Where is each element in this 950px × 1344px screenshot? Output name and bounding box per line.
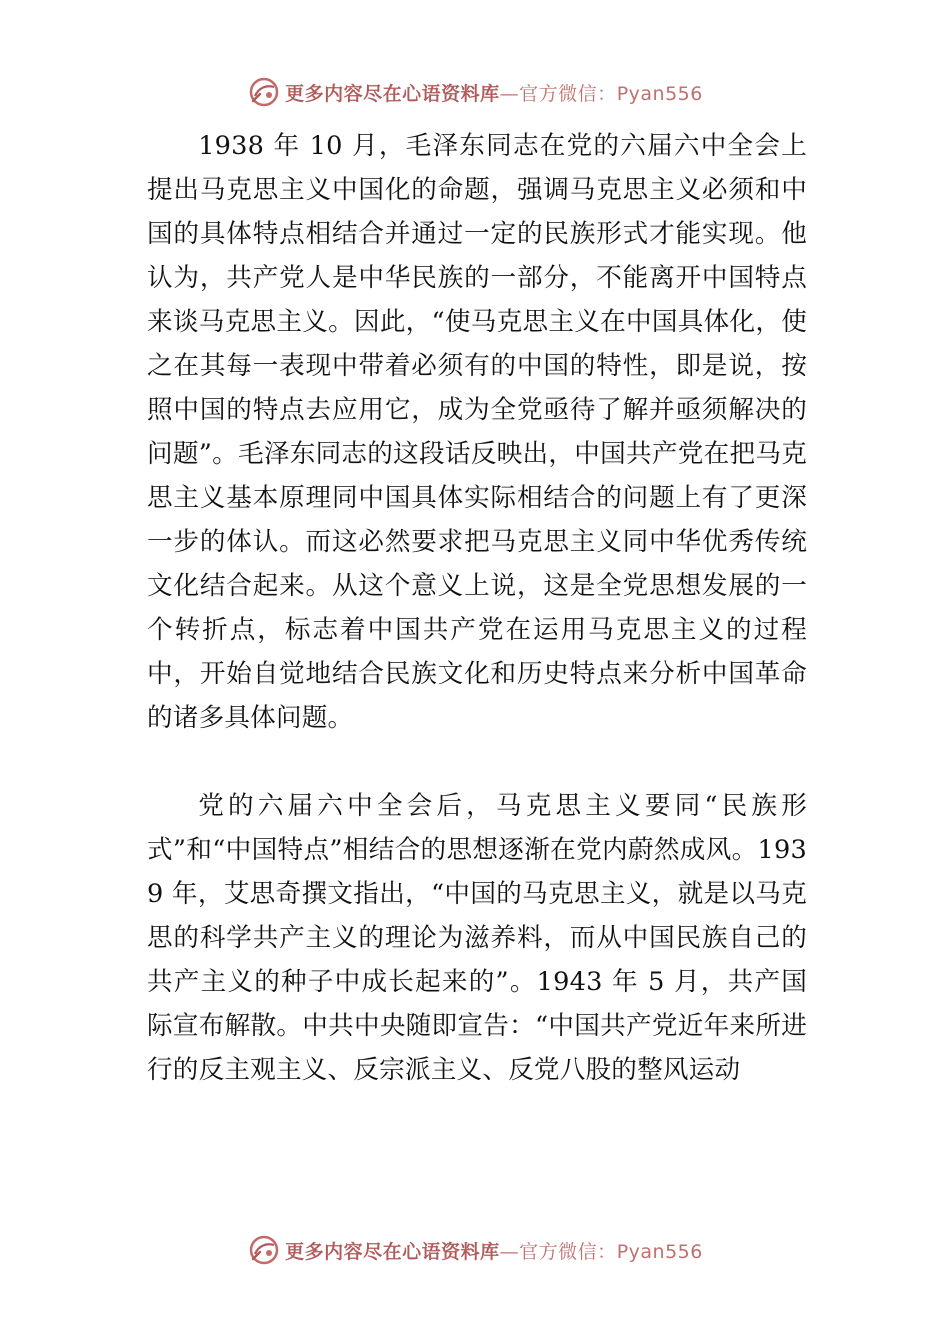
- footer-banner-label: 官方微信：: [519, 1240, 617, 1263]
- footer-banner-sep: —: [499, 1240, 520, 1263]
- footer-banner: [0, 1228, 950, 1272]
- paragraph-1: 1938 年 10 月，毛泽东同志在党的六届六中全会上提出马克思主义中国化的命题，强调马克思主义必须和中国的具体特点相结合并通过一定的民族形式才能实现。他认为，共产党人是中华民族的一部分，不能离开中国特点来谈马克思主义。因此，“使马克思主义在中国具体化，使之在其每一表现中带着必须有的中国的特性，即是说，按照中国的特点去应用它，成为全党亟待了解并亟须解决的问题”。毛泽东同志的这段话反映出，中国共产党在把马克思主义基本原理同中国具体实际相结合的问题上有了更深一步的体认。而这必然要求把马克思主义同中华优秀传统文化结合起来。从这个意义上说，这是全党思想发展的一个转折点，标志着中国共产党在运用马克思主义的过程中，开始自觉地结合民族文化和历史特点来分析中国革命的诸多具体问题。: [147, 131, 807, 733]
- header-banner-main: 更多内容尽在心语资料库: [285, 82, 500, 105]
- article-body: [147, 124, 807, 1092]
- header-banner-sep: —: [499, 82, 520, 105]
- header-banner-label: 官方微信：: [519, 82, 617, 105]
- footer-banner-main: 更多内容尽在心语资料库: [285, 1240, 500, 1263]
- footer-banner-text: [285, 1237, 703, 1264]
- footer-wechat-id: Pyan556: [616, 1240, 703, 1263]
- header-wechat-id: Pyan556: [616, 82, 703, 105]
- header-banner-text: [285, 79, 703, 106]
- paragraph-2: 党的六届六中全会后，马克思主义要同“民族形式”和“中国特点”相结合的思想逐渐在党内蔚然成风。1939 年，艾思奇撰文指出，“中国的马克思主义，就是以马克思的科学共产主义的理论为滋养料，而从中国民族自己的共产主义的种子中成长起来的”。1943 年 5 月，共产国际宣布解散。中共中央随即宣告：“中国共产党近年来所进行的反主观主义、反宗派主义、反党八股的整风运动: [147, 791, 807, 1085]
- logo-icon: [247, 75, 281, 109]
- header-banner: [0, 70, 950, 114]
- logo-icon: [247, 1233, 281, 1267]
